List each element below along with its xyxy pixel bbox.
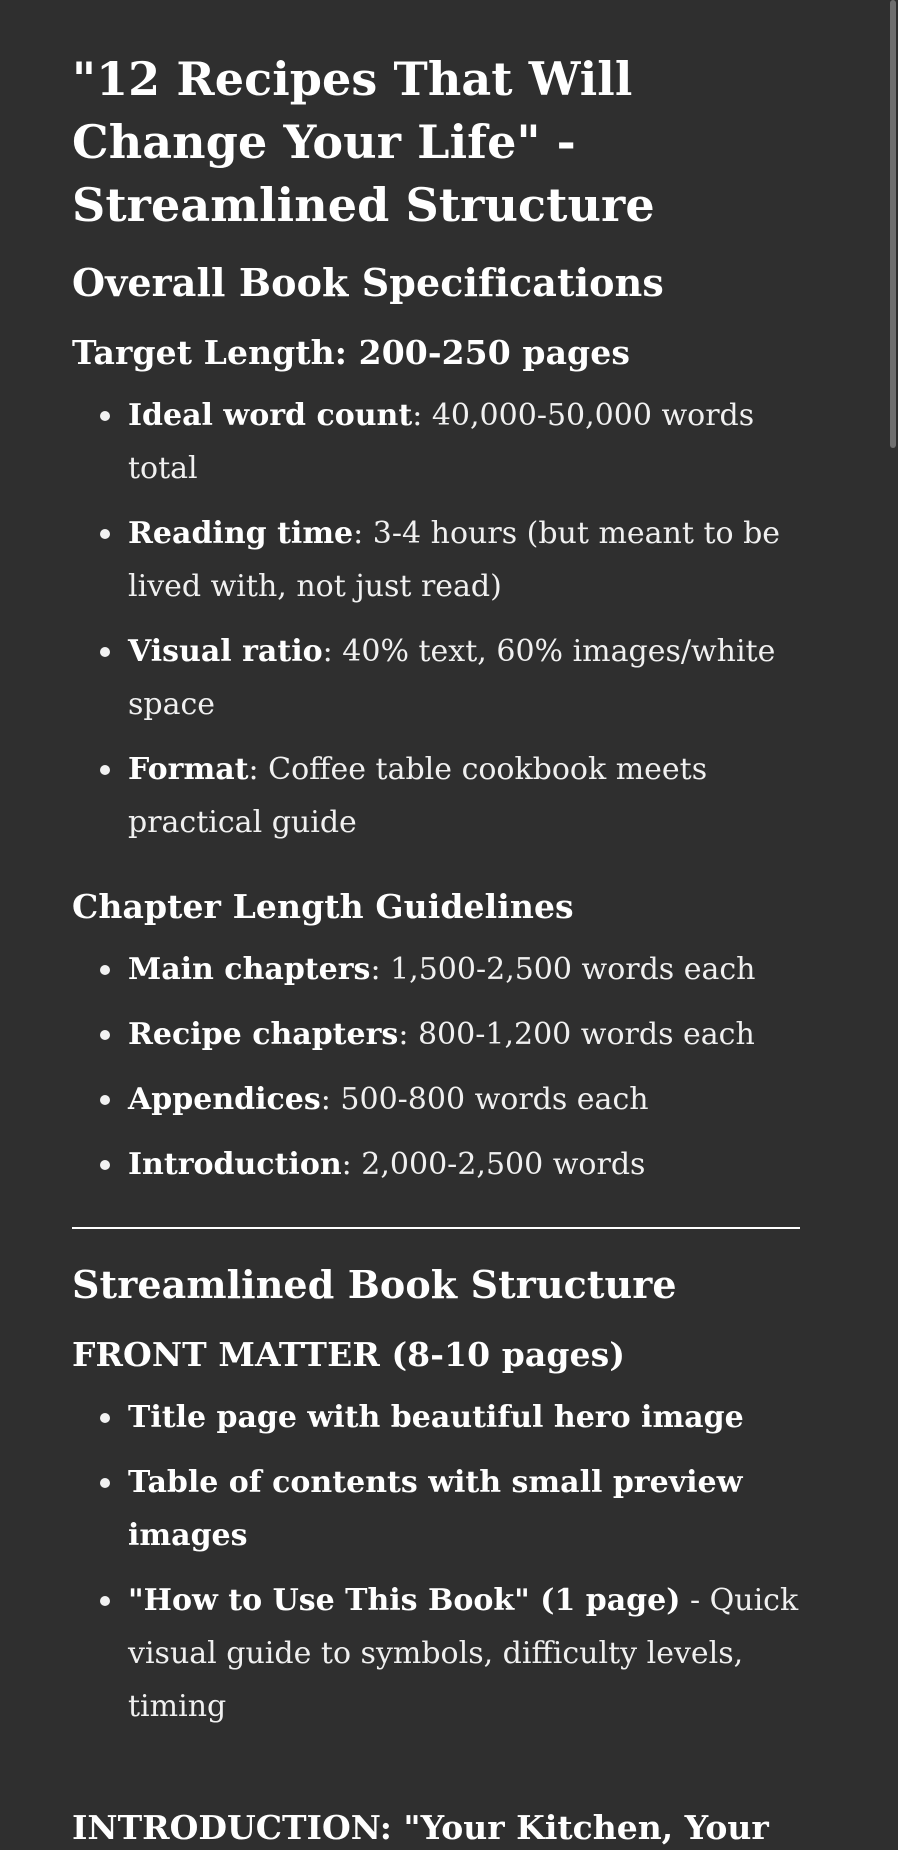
scrollbar[interactable]: [888, 0, 898, 1822]
document-body: [72, 48, 802, 1769]
subheading-chapter-length: Chapter Length Guidelines: [72, 887, 574, 926]
section-heading-structure: Streamlined Book Structure: [72, 1262, 677, 1307]
list-item: Title page with beautiful hero image: [128, 1391, 802, 1444]
list-item: Appendices: 500-800 words each: [128, 1073, 802, 1126]
target-length-list: [72, 389, 802, 849]
list-item: Recipe chapters: 800-1,200 words each: [128, 1008, 802, 1061]
list-item: Main chapters: 1,500-2,500 words each: [128, 943, 802, 996]
list-item: Visual ratio: 40% text, 60% images/white space: [128, 625, 802, 731]
chapter-length-list: [72, 943, 802, 1191]
list-item: Introduction: 2,000-2,500 words: [128, 1138, 802, 1191]
document-title: "12 Recipes That Will Change Your Life" - Streamlined Structure: [72, 52, 655, 232]
list-item: Table of contents with small preview images: [128, 1456, 802, 1562]
section-divider: [72, 1227, 800, 1229]
front-matter-list: [72, 1391, 802, 1733]
subheading-front-matter: FRONT MATTER (8-10 pages): [72, 1335, 626, 1374]
subheading-target-length: Target Length: 200-250 pages: [72, 333, 630, 372]
scrollbar-thumb[interactable]: [890, 0, 896, 448]
subheading-introduction: INTRODUCTION: "Your Kitchen, Your: [72, 1808, 769, 1847]
list-item: "How to Use This Book" (1 page) - Quick visual guide to symbols, difficulty levels, timing: [128, 1574, 802, 1733]
section-heading-specifications: Overall Book Specifications: [72, 260, 664, 305]
list-item: Ideal word count: 40,000-50,000 words total: [128, 389, 802, 495]
list-item: Format: Coffee table cookbook meets practical guide: [128, 743, 802, 849]
list-item: Reading time: 3-4 hours (but meant to be lived with, not just read): [128, 507, 802, 613]
